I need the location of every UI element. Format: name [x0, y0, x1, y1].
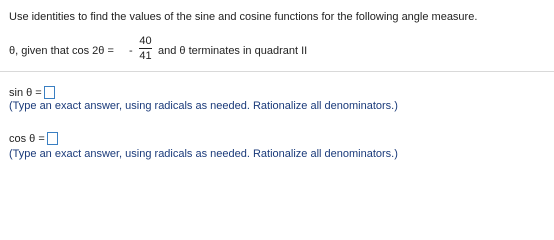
cos-answer-row — [9, 132, 58, 145]
fraction-bar — [139, 48, 152, 49]
cos-answer-hint: (Type an exact answer, using radicals as needed. Rationalize all denominators.) — [9, 148, 398, 160]
cos-answer-input[interactable] — [47, 132, 58, 145]
cos-label: cos θ = — [9, 132, 45, 145]
section-divider — [0, 71, 554, 72]
given-sign: - — [129, 45, 133, 57]
given-suffix: and θ terminates in quadrant II — [158, 45, 308, 57]
sin-answer-input[interactable] — [44, 86, 55, 99]
question-text: Use identities to find the values of the sine and cosine functions for the following angle measure. — [9, 11, 478, 23]
given-prefix: θ, given that cos 2θ = — [9, 45, 114, 57]
sin-label: sin θ = — [9, 86, 42, 99]
given-fraction — [138, 35, 153, 62]
fraction-numerator: 40 — [139, 35, 152, 47]
fraction-denominator: 41 — [139, 50, 152, 62]
sin-answer-row — [9, 86, 55, 99]
sin-answer-hint: (Type an exact answer, using radicals as needed. Rationalize all denominators.) — [9, 100, 398, 112]
